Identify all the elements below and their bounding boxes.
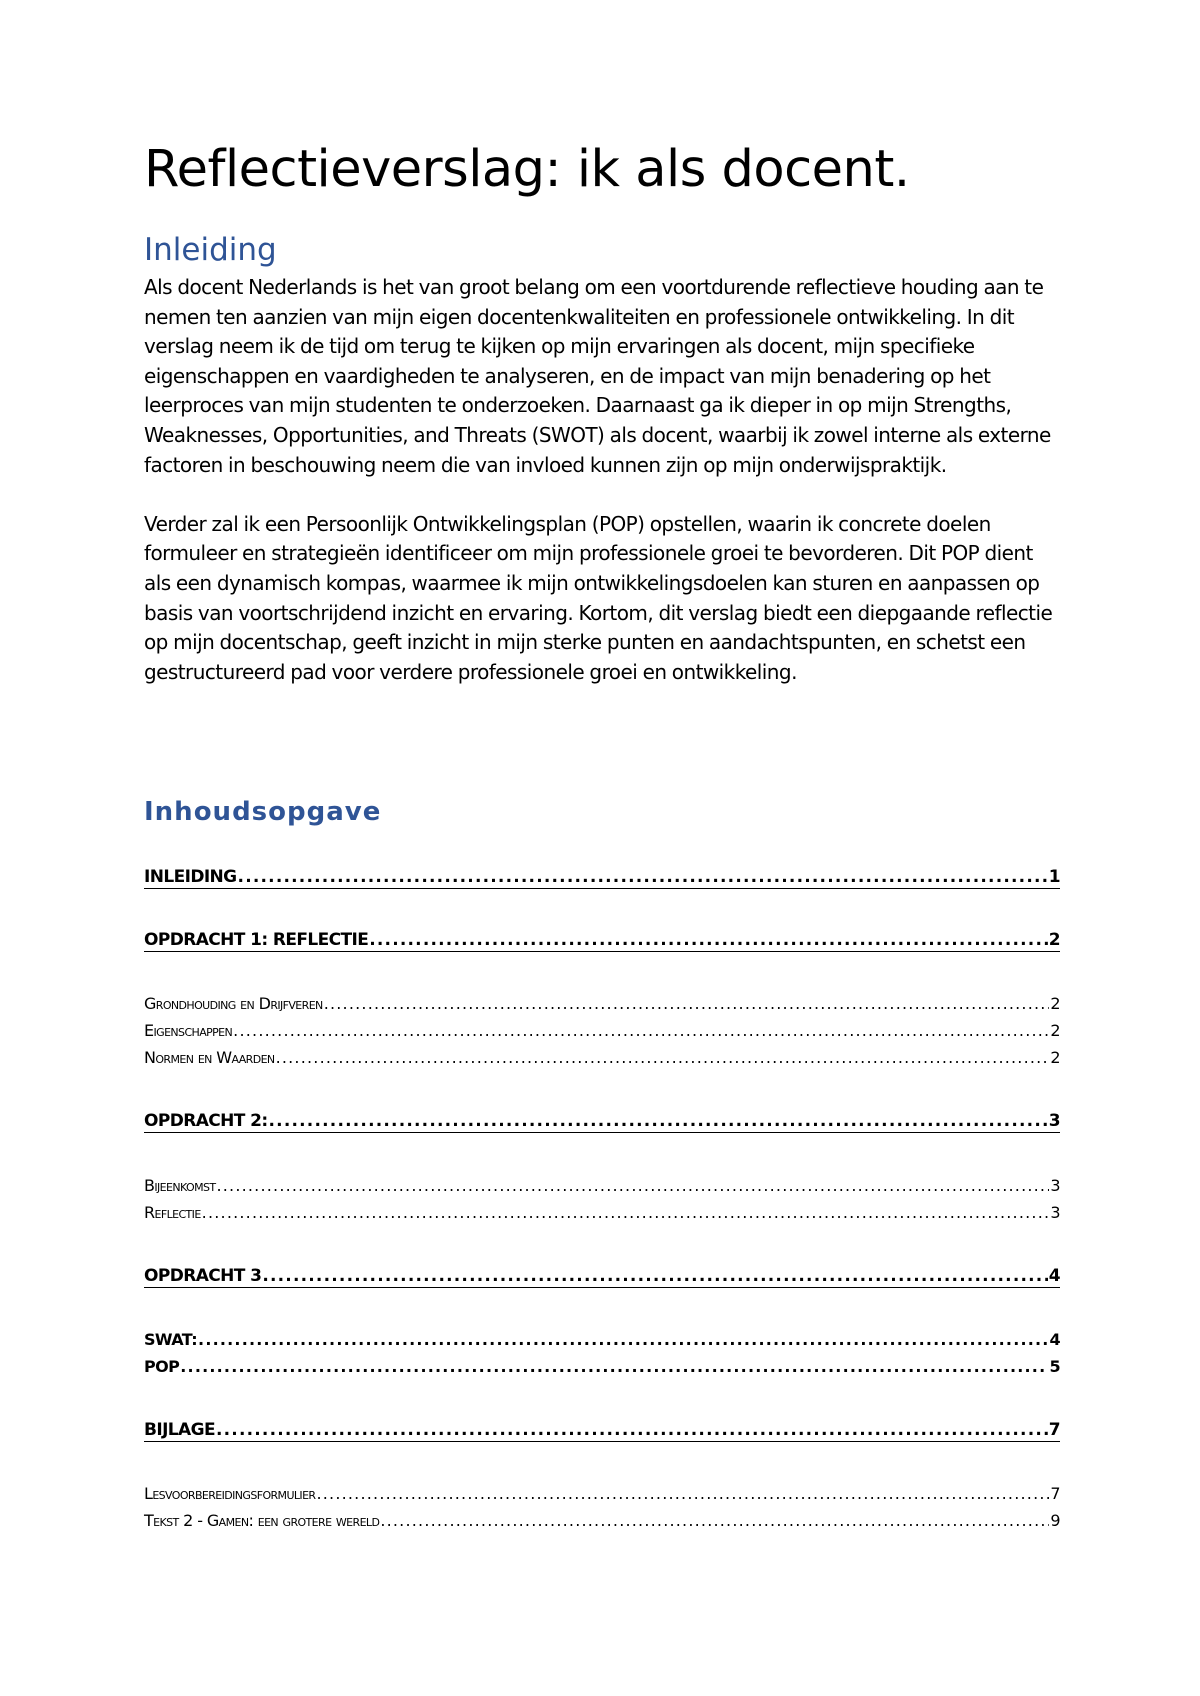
toc-entry-page: 7 bbox=[1050, 1484, 1060, 1503]
toc-heading: Inhoudsopgave bbox=[144, 797, 382, 827]
toc-entry-bijeenkomst[interactable] bbox=[144, 1175, 1060, 1197]
toc-leader-dots bbox=[316, 1483, 1049, 1505]
toc-entry-page: 2 bbox=[1050, 994, 1060, 1013]
toc-entry-bijlage[interactable] bbox=[144, 1419, 1060, 1442]
toc-leader-dots bbox=[369, 929, 1048, 951]
toc-leader-dots bbox=[262, 1265, 1047, 1287]
toc-leader-dots bbox=[180, 1356, 1048, 1378]
toc-entry-opdracht-2[interactable] bbox=[144, 1110, 1060, 1133]
toc-entry-page: 2 bbox=[1050, 1048, 1060, 1067]
toc-entry-inleiding[interactable] bbox=[144, 866, 1060, 889]
toc-entry-label: Reflectie bbox=[144, 1203, 201, 1222]
toc-leader-dots bbox=[276, 1047, 1050, 1069]
toc-leader-dots bbox=[216, 1419, 1048, 1441]
toc-entry-page: 2 bbox=[1048, 930, 1060, 950]
toc-entry-eigenschappen[interactable] bbox=[144, 1020, 1060, 1042]
toc-leader-dots bbox=[269, 1110, 1048, 1132]
toc-entry-label: BIJLAGE bbox=[144, 1420, 215, 1440]
toc-entry-label: Tekst 2 - Gamen: een grotere wereld bbox=[144, 1511, 380, 1530]
intro-body bbox=[144, 273, 1060, 717]
toc-leader-dots bbox=[380, 1510, 1049, 1532]
toc-entry-page: 4 bbox=[1049, 1330, 1060, 1349]
toc-entry-label: OPDRACHT 1: REFLECTIE bbox=[144, 930, 369, 950]
toc-entry-page: 3 bbox=[1048, 1111, 1060, 1131]
toc-entry-pop[interactable] bbox=[144, 1356, 1060, 1378]
toc-leader-dots bbox=[233, 1020, 1049, 1042]
intro-heading: Inleiding bbox=[144, 232, 277, 268]
toc-entry-page: 4 bbox=[1048, 1266, 1060, 1286]
toc-entry-normen-en-waarden[interactable] bbox=[144, 1047, 1060, 1069]
toc-entry-page: 3 bbox=[1050, 1176, 1060, 1195]
toc-entry-page: 2 bbox=[1050, 1021, 1060, 1040]
toc-entry-label: Normen en Waarden bbox=[144, 1048, 275, 1067]
toc-leader-dots bbox=[238, 866, 1048, 888]
document-title: Reflectieverslag: ik als docent. bbox=[144, 140, 910, 199]
toc-entry-label: SWAT: bbox=[144, 1330, 198, 1349]
toc-entry-page: 1 bbox=[1048, 867, 1060, 887]
toc-entry-tekst-2[interactable] bbox=[144, 1510, 1060, 1532]
toc-entry-page: 5 bbox=[1049, 1357, 1060, 1376]
toc-entry-grondhouding[interactable] bbox=[144, 993, 1060, 1015]
toc-entry-label: Lesvoorbereidingsformulier bbox=[144, 1484, 316, 1503]
toc-leader-dots bbox=[202, 1202, 1050, 1224]
toc-leader-dots bbox=[216, 1175, 1049, 1197]
toc-entry-label: OPDRACHT 3 bbox=[144, 1266, 262, 1286]
intro-paragraph: Als docent Nederlands is het van groot belang om een voortdurende reflectieve houding aan te nemen ten aanzien van mijn eigen docentenkwaliteiten en professionele ontwikkeling. In dit verslag neem ik de tijd om terug te kijken op mijn ervaringen als docent, mijn specifieke eigenschappen en vaardigheden te analyseren, en de impact van mijn benadering op het leerproces van mijn studenten te onderzoeken. Daarnaast ga ik dieper in op mijn Strengths, Weaknesses, Opportunities, and Threats (SWOT) als docent, waarbij ik zowel interne als externe factoren in beschouwing neem die van invloed kunnen zijn op mijn onderwijspraktijk. bbox=[144, 275, 1051, 477]
toc-entry-opdracht-1[interactable] bbox=[144, 929, 1060, 952]
toc-entry-label: Grondhouding en Drijfveren bbox=[144, 994, 323, 1013]
toc-entry-label: OPDRACHT 2: bbox=[144, 1111, 268, 1131]
toc-entry-page: 7 bbox=[1048, 1420, 1060, 1440]
toc-entry-label: Eigenschappen bbox=[144, 1021, 233, 1040]
intro-paragraph: Verder zal ik een Persoonlijk Ontwikkelingsplan (POP) opstellen, waarin ik concrete doelen formuleer en strategieën identificeer om mijn professionele groei te bevorderen. Dit POP dient als een dynamisch kompas, waarmee ik mijn ontwikkelingsdoelen kan sturen en aanpassen op basis van voortschrijdend inzicht en ervaring. Kortom, dit verslag biedt een diepgaande reflectie op mijn docentschap, geeft inzicht in mijn sterke punten en aandachtspunten, en schetst een gestructureerd pad voor verdere professionele groei en ontwikkeling. bbox=[144, 511, 1053, 684]
toc-entry-opdracht-3[interactable] bbox=[144, 1265, 1060, 1288]
toc-entry-label: POP bbox=[144, 1357, 180, 1376]
toc-entry-label: Bijeenkomst bbox=[144, 1176, 216, 1195]
toc-entry-label: INLEIDING bbox=[144, 867, 237, 887]
toc-leader-dots bbox=[324, 993, 1050, 1015]
toc-entry-swat[interactable] bbox=[144, 1329, 1060, 1351]
toc-entry-lesvoorbereidingsformulier[interactable] bbox=[144, 1483, 1060, 1505]
toc-entry-page: 3 bbox=[1050, 1203, 1060, 1222]
toc-entry-reflectie[interactable] bbox=[144, 1202, 1060, 1224]
toc-leader-dots bbox=[198, 1329, 1048, 1351]
toc-entry-page: 9 bbox=[1050, 1511, 1060, 1530]
